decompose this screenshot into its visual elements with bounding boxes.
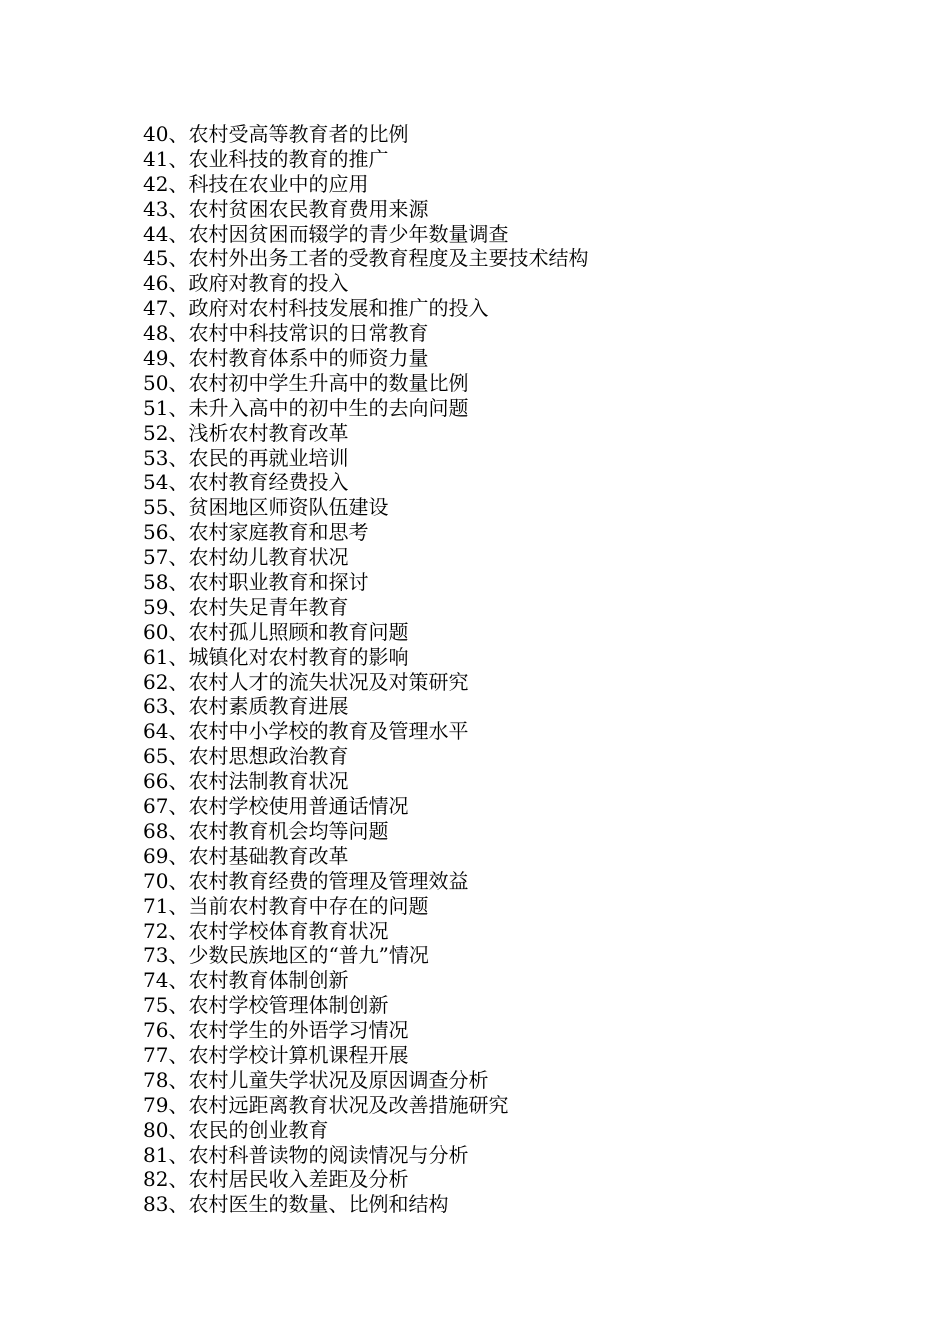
list-item: 73、少数民族地区的“普九”情况 bbox=[143, 943, 429, 968]
list-item: 82、农村居民收入差距及分析 bbox=[143, 1167, 409, 1192]
list-item: 62、农村人才的流失状况及对策研究 bbox=[143, 669, 469, 694]
list-item: 69、农村基础教育改革 bbox=[143, 843, 349, 868]
list-item: 59、农村失足青年教育 bbox=[143, 594, 349, 619]
list-item: 54、农村教育经费投入 bbox=[143, 470, 349, 495]
list-item: 43、农村贫困农民教育费用来源 bbox=[143, 196, 429, 221]
list-item: 67、农村学校使用普通话情况 bbox=[143, 794, 409, 819]
list-item: 45、农村外出务工者的受教育程度及主要技术结构 bbox=[143, 246, 589, 271]
list-item: 55、贫困地区师资队伍建设 bbox=[143, 495, 389, 520]
list-item: 60、农村孤儿照顾和教育问题 bbox=[143, 619, 409, 644]
list-item: 46、政府对教育的投入 bbox=[143, 271, 349, 296]
list-item: 58、农村职业教育和探讨 bbox=[143, 570, 369, 595]
list-item: 40、农村受高等教育者的比例 bbox=[143, 122, 409, 146]
list-item: 57、农村幼儿教育状况 bbox=[143, 545, 349, 570]
list-item: 48、农村中科技常识的日常教育 bbox=[143, 321, 429, 346]
list-item: 41、农业科技的教育的推广 bbox=[143, 146, 389, 171]
list-item: 79、农村远距离教育状况及改善措施研究 bbox=[143, 1092, 509, 1117]
list-item: 63、农村素质教育进展 bbox=[143, 694, 349, 719]
list-item: 52、浅析农村教育改革 bbox=[143, 420, 349, 445]
list-item: 81、农村科普读物的阅读情况与分析 bbox=[143, 1142, 469, 1167]
list-item: 76、农村学生的外语学习情况 bbox=[143, 1018, 409, 1043]
list-item: 75、农村学校管理体制创新 bbox=[143, 993, 389, 1018]
list-item: 50、农村初中学生升高中的数量比例 bbox=[143, 370, 469, 395]
list-item: 71、当前农村教育中存在的问题 bbox=[143, 893, 429, 918]
list-item: 42、科技在农业中的应用 bbox=[143, 171, 369, 196]
list-item: 44、农村因贫困而辍学的青少年数量调查 bbox=[143, 221, 509, 246]
list-item: 64、农村中小学校的教育及管理水平 bbox=[143, 719, 469, 744]
list-item: 65、农村思想政治教育 bbox=[143, 744, 349, 769]
list-item: 77、农村学校计算机课程开展 bbox=[143, 1042, 409, 1067]
list-item: 53、农民的再就业培训 bbox=[143, 445, 349, 470]
list-item: 80、农民的创业教育 bbox=[143, 1117, 329, 1142]
list-item: 83、农村医生的数量、比例和结构 bbox=[143, 1192, 449, 1217]
list-item: 56、农村家庭教育和思考 bbox=[143, 520, 369, 545]
list-item: 49、农村教育体系中的师资力量 bbox=[143, 346, 429, 371]
list-item: 70、农村教育经费的管理及管理效益 bbox=[143, 868, 469, 893]
list-item: 47、政府对农村科技发展和推广的投入 bbox=[143, 296, 489, 321]
list-item: 66、农村法制教育状况 bbox=[143, 769, 349, 794]
list-item: 51、未升入高中的初中生的去向问题 bbox=[143, 395, 469, 420]
list-item: 72、农村学校体育教育状况 bbox=[143, 918, 389, 943]
list-item: 61、城镇化对农村教育的影响 bbox=[143, 644, 409, 669]
topic-list bbox=[143, 122, 588, 1217]
list-item: 68、农村教育机会均等问题 bbox=[143, 818, 389, 843]
list-item: 74、农村教育体制创新 bbox=[143, 968, 349, 993]
list-item: 78、农村儿童失学状况及原因调查分析 bbox=[143, 1067, 489, 1092]
